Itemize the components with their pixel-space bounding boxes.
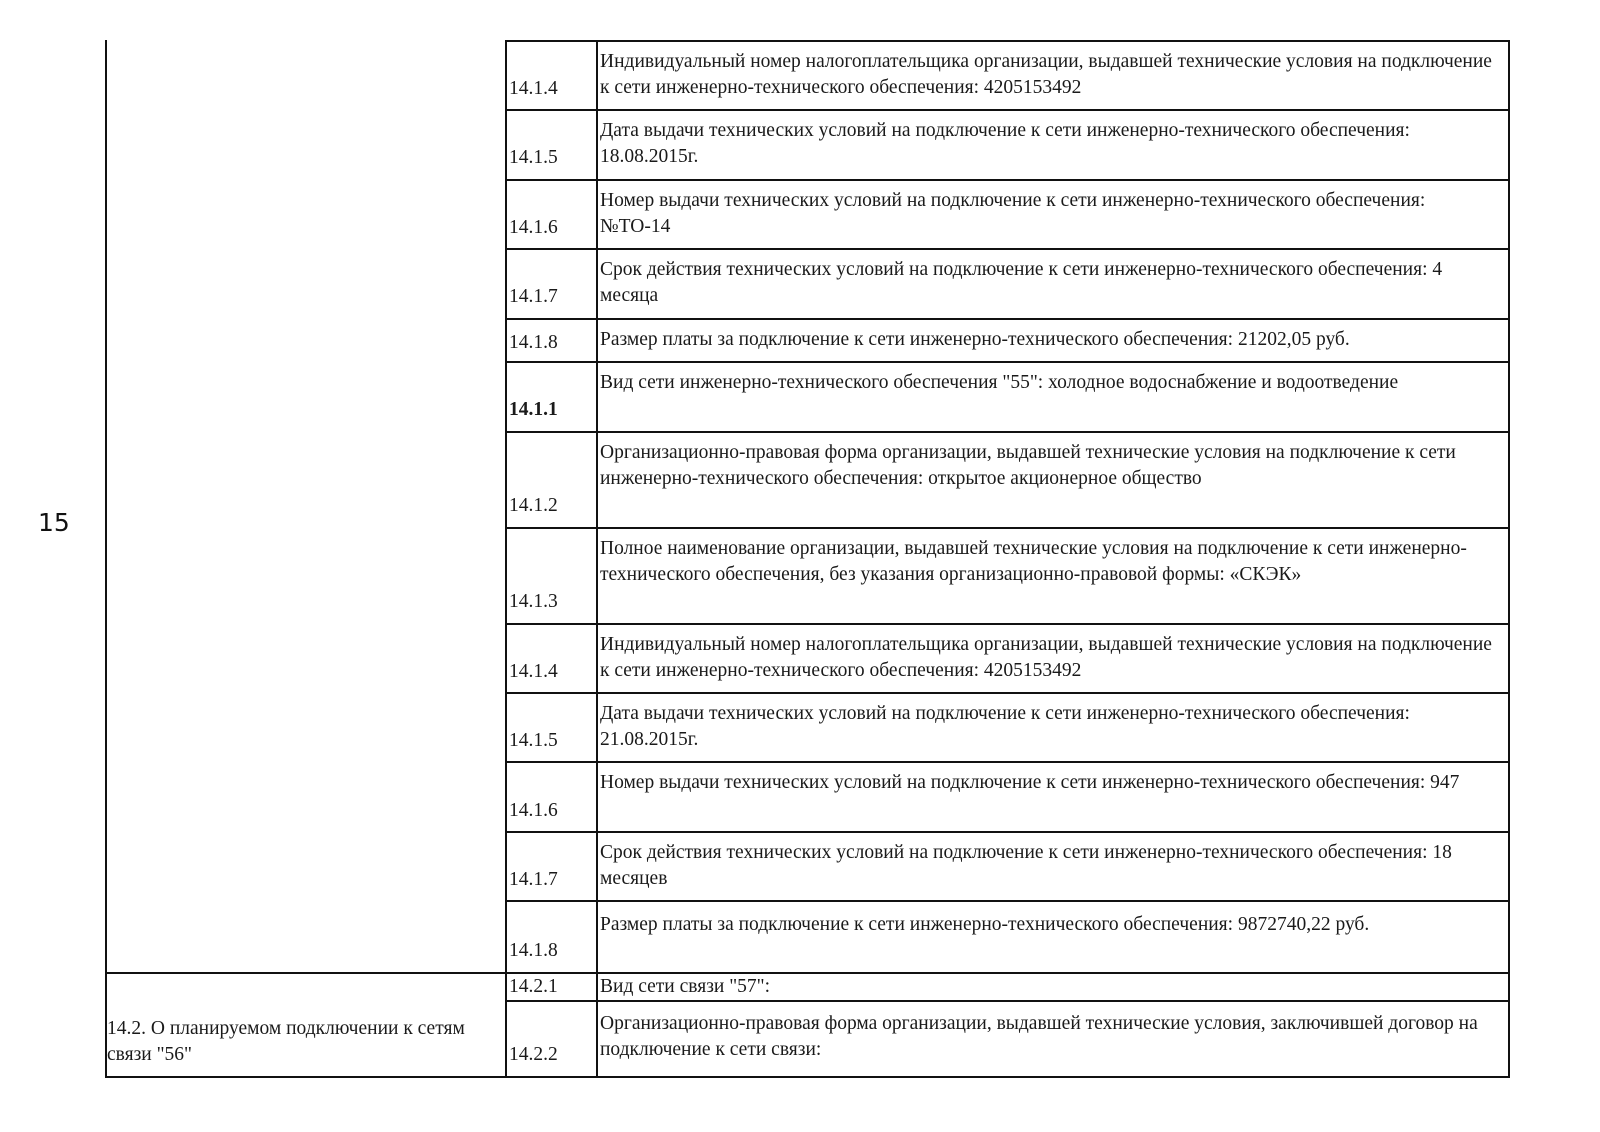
row-number: 14.1.6 xyxy=(509,800,558,821)
row-number: 14.1.1 xyxy=(509,399,558,420)
row-line xyxy=(505,900,1510,902)
row-number: 14.1.7 xyxy=(509,286,558,307)
page-number: 15 xyxy=(38,508,70,537)
row-number: 14.1.4 xyxy=(509,661,558,682)
section-14-2-label: 14.2. О планируемом подключении к сетям связи "56" xyxy=(107,1018,465,1065)
row-description: Номер выдачи технических условий на подключение к сети инженерно-технического обеспечения: №ТО-14 xyxy=(600,190,1426,237)
table-bottom-border xyxy=(105,1076,1510,1078)
row-line xyxy=(505,1000,1510,1002)
row-line xyxy=(505,179,1510,181)
row-number: 14.1.2 xyxy=(509,495,558,516)
row-line xyxy=(505,761,1510,763)
row-line xyxy=(505,527,1510,529)
row-number: 14.1.3 xyxy=(509,591,558,612)
row-description: Дата выдачи технических условий на подключение к сети инженерно-технического обеспечения: 18.08.2015г. xyxy=(600,120,1410,167)
row-description: Вид сети инженерно-технического обеспечения "55": холодное водоснабжение и водоотведение xyxy=(600,372,1399,393)
row-line xyxy=(505,318,1510,320)
row-description: Размер платы за подключение к сети инженерно-технического обеспечения: 9872740,22 руб. xyxy=(600,914,1370,935)
row-number: 14.1.5 xyxy=(509,730,558,751)
row-number: 14.1.7 xyxy=(509,869,558,890)
row-description: Полное наименование организации, выдавшей технические условия на подключение к сети инженерно-технического обеспечения, без указания организационно-правовой формы: «СКЭК» xyxy=(600,538,1467,585)
row-description: Срок действия технических условий на подключение к сети инженерно-технического обеспечения: 18 месяцев xyxy=(600,842,1452,889)
row-description: Индивидуальный номер налогоплательщика организации, выдавшей технические условия на подключение к сети инженерно-технического обеспечения: 4205153492 xyxy=(600,51,1492,98)
table-number-divider xyxy=(596,40,598,1078)
row-description: Срок действия технических условий на подключение к сети инженерно-технического обеспечения: 4 месяца xyxy=(600,259,1443,306)
row-description: Организационно-правовая форма организации, выдавшей технические условия, заключившей договор на подключение к сети связи: xyxy=(600,1013,1478,1060)
row-description: Размер платы за подключение к сети инженерно-технического обеспечения: 21202,05 руб. xyxy=(600,329,1350,350)
row-description: Номер выдачи технических условий на подключение к сети инженерно-технического обеспечения: 947 xyxy=(600,772,1460,793)
row-number: 14.1.4 xyxy=(509,78,558,99)
row-line xyxy=(505,40,1510,42)
row-line xyxy=(505,361,1510,363)
row-line xyxy=(505,109,1510,111)
row-line xyxy=(505,692,1510,694)
row-line xyxy=(505,248,1510,250)
row-number: 14.2.2 xyxy=(509,1044,558,1065)
table-section-divider xyxy=(505,40,507,1078)
row-number: 14.1.5 xyxy=(509,147,558,168)
row-description: Индивидуальный номер налогоплательщика организации, выдавшей технические условия на подключение к сети инженерно-технического обеспечения: 4205153492 xyxy=(600,634,1492,681)
table-left-border xyxy=(105,40,107,1078)
row-number: 14.2.1 xyxy=(509,975,558,997)
row-line xyxy=(505,431,1510,433)
row-description: Организационно-правовая форма организации, выдавшей технические условия на подключение к сети инженерно-технического обеспечения: открытое акционерное общество xyxy=(600,442,1456,489)
row-line xyxy=(505,831,1510,833)
row-description: Дата выдачи технических условий на подключение к сети инженерно-технического обеспечения: 21.08.2015г. xyxy=(600,703,1410,750)
row-line xyxy=(505,623,1510,625)
row-number: 14.1.8 xyxy=(509,940,558,961)
row-description: Вид сети связи "57": xyxy=(600,975,771,997)
table-right-border xyxy=(1508,40,1510,1078)
row-number: 14.1.6 xyxy=(509,217,558,238)
row-number: 14.1.8 xyxy=(509,332,558,353)
